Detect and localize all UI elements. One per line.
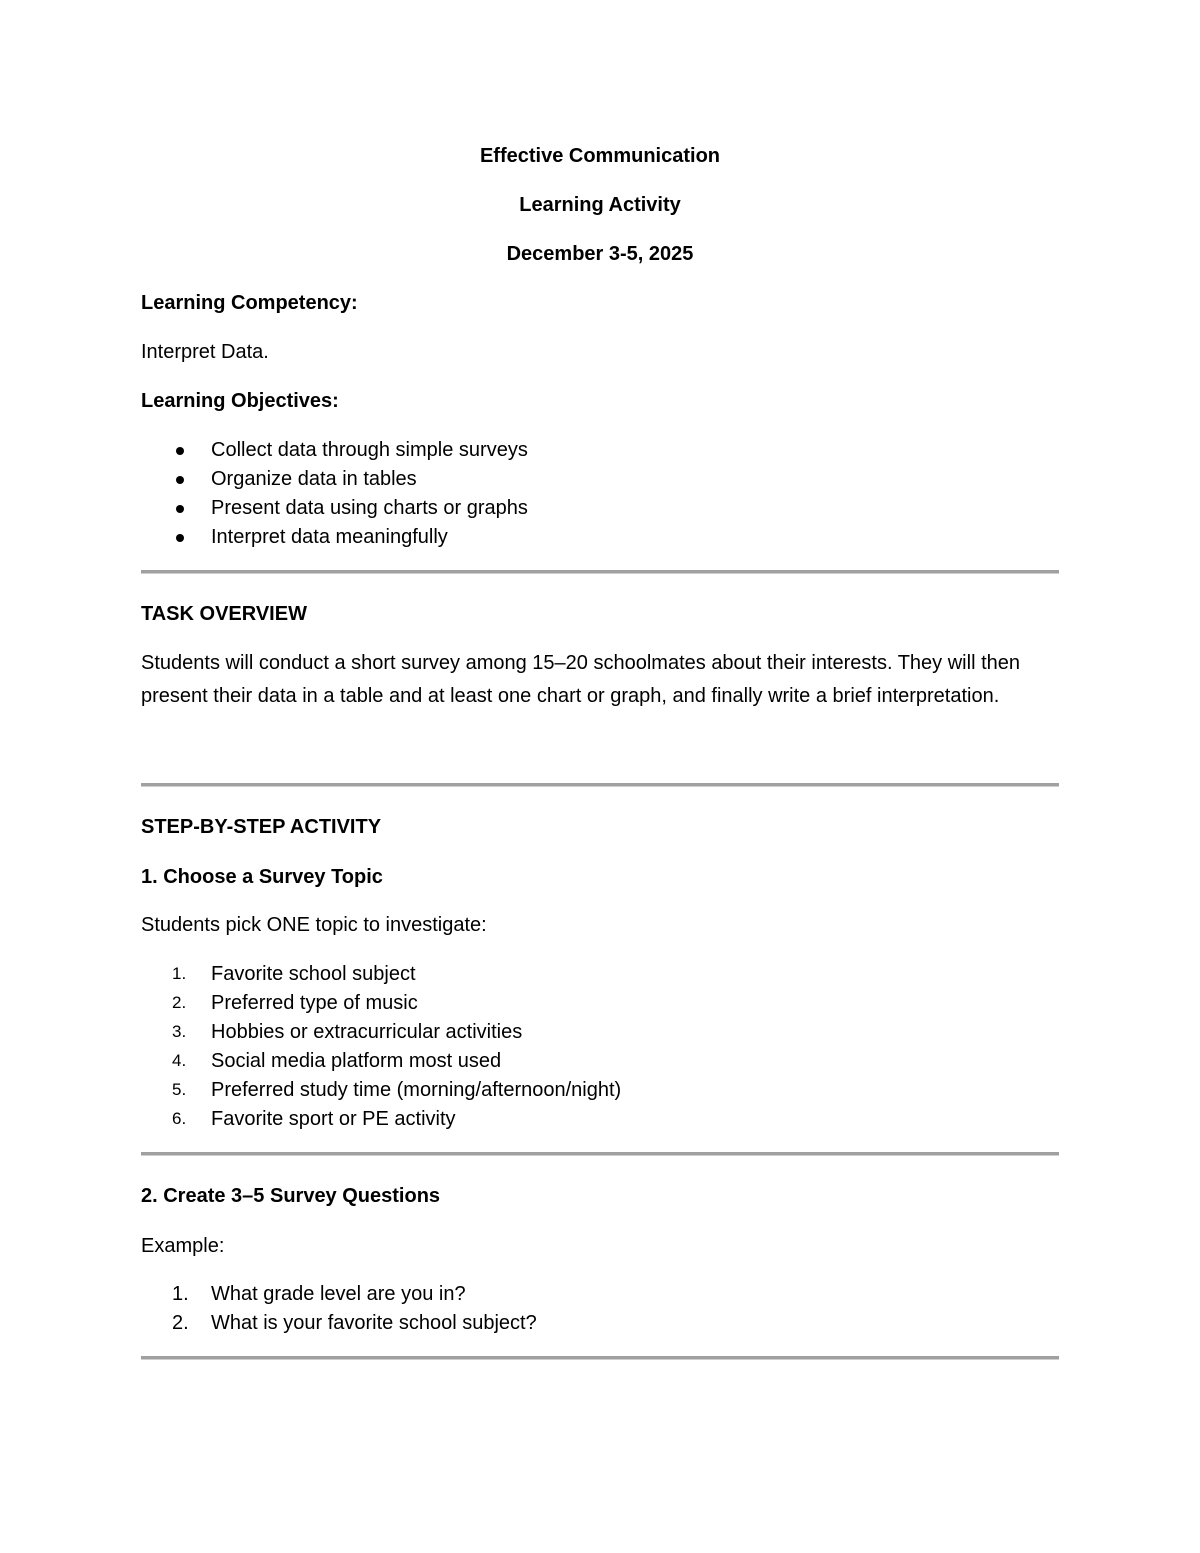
topic-item: Favorite school subject (211, 963, 416, 985)
objective-item: Present data using charts or graphs (211, 497, 528, 519)
list-number: 4. (172, 1051, 187, 1070)
horizontal-divider (141, 570, 1059, 574)
document-subtitle: Learning Activity (519, 194, 681, 216)
task-overview-text: Students will conduct a short survey among 15–20 schoolmates about their interests. They will then present their data in a table and at least one chart or graph, and finally write a brief interpretation. (141, 652, 1020, 707)
document-date: December 3-5, 2025 (506, 243, 694, 265)
bullet-icon (176, 505, 184, 513)
list-number: 2. (172, 1312, 189, 1334)
objective-item: Interpret data meaningfully (211, 526, 448, 548)
topic-item: Social media platform most used (211, 1050, 502, 1072)
step1-heading: 1. Choose a Survey Topic (141, 866, 383, 888)
competency-heading: Learning Competency: (141, 292, 358, 314)
horizontal-divider (141, 783, 1059, 787)
list-number: 1. (172, 964, 187, 983)
topic-item: Favorite sport or PE activity (211, 1108, 456, 1130)
step2-heading: 2. Create 3–5 Survey Questions (141, 1185, 441, 1207)
bullet-icon (176, 447, 184, 455)
topic-item: Hobbies or extracurricular activities (211, 1021, 523, 1043)
bullet-icon (176, 476, 184, 484)
activity-heading: STEP-BY-STEP ACTIVITY (141, 816, 382, 838)
objective-item: Organize data in tables (211, 468, 417, 490)
bullet-icon (176, 534, 184, 542)
step1-intro: Students pick ONE topic to investigate: (141, 914, 487, 936)
objectives-heading: Learning Objectives: (141, 390, 339, 412)
topic-item: Preferred type of music (211, 992, 418, 1014)
step2-intro: Example: (141, 1235, 225, 1257)
horizontal-divider (141, 1152, 1059, 1156)
list-number: 6. (172, 1109, 187, 1128)
objective-item: Collect data through simple surveys (211, 439, 528, 461)
list-number: 3. (172, 1022, 187, 1041)
topic-item: Preferred study time (morning/afternoon/night) (211, 1079, 622, 1101)
horizontal-divider (141, 1356, 1059, 1360)
question-item: What grade level are you in? (211, 1283, 466, 1305)
task-overview-heading: TASK OVERVIEW (141, 603, 307, 625)
competency-text: Interpret Data. (141, 341, 269, 363)
question-item: What is your favorite school subject? (211, 1312, 537, 1334)
list-number: 5. (172, 1080, 187, 1099)
list-number: 1. (172, 1283, 189, 1305)
list-number: 2. (172, 993, 187, 1012)
document-title: Effective Communication (479, 145, 721, 167)
